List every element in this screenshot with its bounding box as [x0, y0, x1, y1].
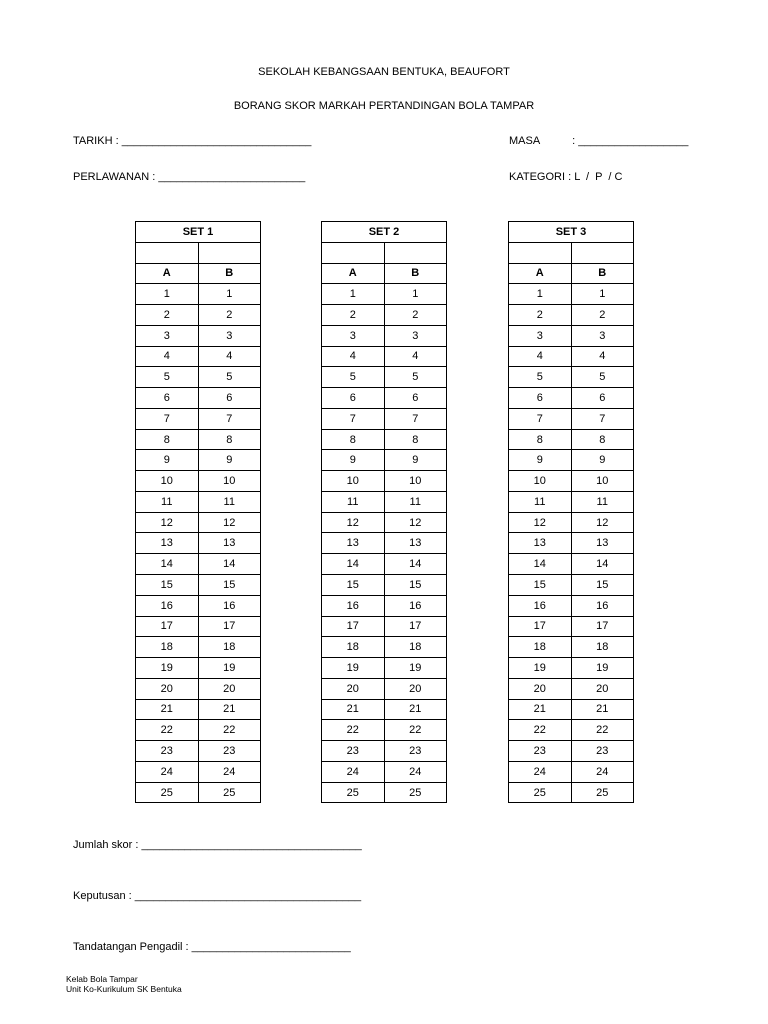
score-row [136, 720, 261, 741]
score-row [322, 741, 447, 762]
score-row [136, 284, 261, 305]
score-cell-a: 18 [509, 637, 572, 658]
score-row [509, 782, 634, 803]
date-label: TARIKH [73, 135, 113, 147]
score-cell-a: 8 [136, 429, 199, 450]
score-row [322, 429, 447, 450]
score-cell-a: 4 [509, 346, 572, 367]
score-cell-b: 25 [571, 782, 634, 803]
score-cell-a: 1 [509, 284, 572, 305]
score-cell-a: 23 [509, 741, 572, 762]
score-row [136, 367, 261, 388]
score-cell-b: 15 [384, 575, 447, 596]
score-cell-b: 24 [571, 761, 634, 782]
score-cell-b: 24 [384, 761, 447, 782]
score-row [322, 533, 447, 554]
result-label: Keputusan [73, 890, 126, 902]
score-row [322, 471, 447, 492]
score-row [136, 637, 261, 658]
score-cell-a: 20 [509, 678, 572, 699]
referee-signature-blank-line: __________________________ [191, 941, 351, 953]
total-score-field [73, 839, 362, 852]
set-title: SET 1 [136, 222, 261, 243]
score-row [136, 471, 261, 492]
column-header-b: B [198, 263, 261, 284]
score-row [322, 491, 447, 512]
score-cell-b: 19 [571, 658, 634, 679]
score-cell-a: 18 [136, 637, 199, 658]
score-cell-a: 9 [136, 450, 199, 471]
score-cell-b: 7 [198, 408, 261, 429]
score-cell-a: 6 [322, 388, 385, 409]
score-row [136, 512, 261, 533]
score-cell-a: 24 [322, 761, 385, 782]
score-cell-a: 12 [509, 512, 572, 533]
score-cell-a: 7 [509, 408, 572, 429]
score-cell-b: 22 [384, 720, 447, 741]
score-cell-a: 9 [322, 450, 385, 471]
category-label: KATEGORI [509, 171, 566, 183]
score-cell-a: 8 [322, 429, 385, 450]
score-cell-a: 11 [322, 491, 385, 512]
score-cell-a: 15 [136, 575, 199, 596]
blank-cell-a [322, 242, 385, 263]
score-row [509, 678, 634, 699]
score-cell-a: 17 [322, 616, 385, 637]
score-row [509, 491, 634, 512]
score-row [136, 678, 261, 699]
score-cell-a: 8 [509, 429, 572, 450]
score-row [509, 388, 634, 409]
score-row [509, 575, 634, 596]
score-row [136, 325, 261, 346]
score-row [136, 782, 261, 803]
blank-row [136, 242, 261, 263]
score-cell-a: 21 [322, 699, 385, 720]
score-cell-a: 3 [136, 325, 199, 346]
date-field [73, 135, 311, 148]
score-cell-a: 20 [322, 678, 385, 699]
score-row [509, 699, 634, 720]
score-row [509, 616, 634, 637]
category-field [509, 171, 622, 184]
score-cell-b: 1 [384, 284, 447, 305]
score-cell-b: 18 [571, 637, 634, 658]
blank-row [322, 242, 447, 263]
date-colon: : [115, 135, 119, 147]
score-row [136, 699, 261, 720]
score-cell-a: 6 [136, 388, 199, 409]
score-cell-b: 2 [571, 305, 634, 326]
score-cell-a: 3 [322, 325, 385, 346]
score-cell-b: 10 [198, 471, 261, 492]
score-table-set-2 [321, 221, 447, 803]
score-cell-b: 17 [198, 616, 261, 637]
score-cell-b: 5 [198, 367, 261, 388]
score-cell-a: 2 [136, 305, 199, 326]
score-row [322, 554, 447, 575]
score-cell-a: 14 [322, 554, 385, 575]
score-cell-a: 16 [136, 595, 199, 616]
referee-signature-field [73, 941, 351, 954]
score-cell-b: 8 [198, 429, 261, 450]
score-cell-b: 25 [198, 782, 261, 803]
time-blank-line: __________________ [578, 135, 689, 147]
score-cell-a: 23 [136, 741, 199, 762]
score-row [136, 761, 261, 782]
match-blank-line: ________________________ [158, 171, 306, 183]
referee-signature-label: Tandatangan Pengadil [73, 941, 183, 953]
score-row [136, 554, 261, 575]
score-cell-b: 3 [384, 325, 447, 346]
score-row [322, 616, 447, 637]
score-cell-b: 11 [571, 491, 634, 512]
score-rows [509, 284, 634, 803]
score-cell-a: 2 [509, 305, 572, 326]
score-cell-a: 19 [322, 658, 385, 679]
score-cell-a: 4 [322, 346, 385, 367]
score-row [509, 512, 634, 533]
blank-row [509, 242, 634, 263]
score-cell-a: 7 [136, 408, 199, 429]
score-cell-b: 16 [384, 595, 447, 616]
score-cell-b: 18 [384, 637, 447, 658]
score-cell-b: 10 [384, 471, 447, 492]
score-row [322, 782, 447, 803]
score-cell-b: 9 [571, 450, 634, 471]
score-cell-b: 5 [571, 367, 634, 388]
score-row [322, 637, 447, 658]
score-cell-b: 11 [384, 491, 447, 512]
score-cell-b: 4 [384, 346, 447, 367]
score-cell-b: 1 [198, 284, 261, 305]
score-row [136, 346, 261, 367]
score-cell-a: 13 [509, 533, 572, 554]
score-cell-b: 12 [571, 512, 634, 533]
score-cell-a: 18 [322, 637, 385, 658]
score-cell-b: 21 [384, 699, 447, 720]
score-cell-a: 7 [322, 408, 385, 429]
score-cell-b: 12 [198, 512, 261, 533]
score-cell-a: 24 [136, 761, 199, 782]
column-header-row [136, 263, 261, 284]
score-cell-b: 20 [571, 678, 634, 699]
category-options: L / P / C [574, 171, 623, 183]
match-colon: : [152, 171, 156, 183]
form-title: BORANG SKOR MARKAH PERTANDINGAN BOLA TAMPAR [233, 100, 535, 112]
score-rows [322, 284, 447, 803]
score-row [136, 450, 261, 471]
score-cell-b: 2 [384, 305, 447, 326]
score-cell-a: 1 [322, 284, 385, 305]
score-cell-a: 14 [136, 554, 199, 575]
score-cell-a: 17 [136, 616, 199, 637]
score-cell-a: 15 [322, 575, 385, 596]
set-title-row [136, 222, 261, 243]
column-header-b: B [571, 263, 634, 284]
score-row [322, 408, 447, 429]
score-cell-b: 8 [384, 429, 447, 450]
score-cell-b: 3 [198, 325, 261, 346]
score-row [509, 471, 634, 492]
column-header-row [509, 263, 634, 284]
score-row [136, 429, 261, 450]
total-score-blank-line: ____________________________________ [141, 839, 362, 851]
footer-club-name: Kelab Bola Tampar [66, 974, 138, 984]
score-cell-a: 22 [322, 720, 385, 741]
time-label: MASA [509, 135, 541, 147]
score-cell-b: 17 [384, 616, 447, 637]
score-cell-b: 6 [571, 388, 634, 409]
blank-cell-b [198, 242, 261, 263]
score-cell-b: 16 [571, 595, 634, 616]
total-score-label: Jumlah skor [73, 839, 133, 851]
time-field [509, 135, 688, 148]
score-row [509, 450, 634, 471]
column-header-a: A [136, 263, 199, 284]
set-title: SET 2 [322, 222, 447, 243]
score-cell-a: 12 [322, 512, 385, 533]
score-row [136, 305, 261, 326]
score-row [136, 388, 261, 409]
score-row [509, 554, 634, 575]
score-cell-b: 1 [571, 284, 634, 305]
score-cell-b: 24 [198, 761, 261, 782]
match-label: PERLAWANAN [73, 171, 150, 183]
score-row [322, 512, 447, 533]
score-cell-b: 8 [571, 429, 634, 450]
school-name: SEKOLAH KEBANGSAAN BENTUKA, BEAUFORT [258, 66, 510, 78]
score-cell-b: 13 [198, 533, 261, 554]
time-colon: : [572, 135, 576, 147]
score-cell-a: 14 [509, 554, 572, 575]
score-row [322, 720, 447, 741]
score-cell-a: 24 [509, 761, 572, 782]
score-row [322, 761, 447, 782]
score-cell-b: 19 [384, 658, 447, 679]
score-cell-a: 6 [509, 388, 572, 409]
score-row [136, 658, 261, 679]
score-row [322, 678, 447, 699]
score-cell-a: 19 [509, 658, 572, 679]
footer-unit-name: Unit Ko-Kurikulum SK Bentuka [66, 984, 182, 994]
score-row [136, 491, 261, 512]
score-cell-b: 6 [384, 388, 447, 409]
score-row [322, 346, 447, 367]
score-row [509, 367, 634, 388]
column-header-row [322, 263, 447, 284]
score-cell-b: 17 [571, 616, 634, 637]
score-row [322, 595, 447, 616]
score-row [136, 741, 261, 762]
score-row [509, 284, 634, 305]
score-cell-b: 4 [198, 346, 261, 367]
score-cell-b: 21 [198, 699, 261, 720]
score-cell-b: 9 [198, 450, 261, 471]
score-rows [136, 284, 261, 803]
score-cell-a: 23 [322, 741, 385, 762]
blank-cell-b [384, 242, 447, 263]
category-colon: : [568, 171, 572, 183]
score-cell-b: 23 [198, 741, 261, 762]
score-cell-b: 11 [198, 491, 261, 512]
result-blank-line: _____________________________________ [134, 890, 362, 902]
score-cell-b: 13 [571, 533, 634, 554]
score-cell-a: 17 [509, 616, 572, 637]
score-row [322, 305, 447, 326]
referee-signature-colon: : [185, 941, 189, 953]
score-cell-a: 5 [322, 367, 385, 388]
score-table-set-3 [508, 221, 634, 803]
score-cell-b: 19 [198, 658, 261, 679]
match-field [73, 171, 305, 184]
score-cell-a: 3 [509, 325, 572, 346]
score-row [509, 658, 634, 679]
score-cell-a: 16 [322, 595, 385, 616]
score-cell-b: 13 [384, 533, 447, 554]
score-row [322, 284, 447, 305]
blank-cell-a [509, 242, 572, 263]
score-cell-b: 7 [571, 408, 634, 429]
score-cell-b: 18 [198, 637, 261, 658]
column-header-a: A [322, 263, 385, 284]
date-blank-line: _______________________________ [121, 135, 312, 147]
score-row [322, 658, 447, 679]
score-cell-b: 22 [198, 720, 261, 741]
score-row [322, 450, 447, 471]
score-cell-b: 21 [571, 699, 634, 720]
score-cell-b: 2 [198, 305, 261, 326]
score-cell-b: 3 [571, 325, 634, 346]
score-row [136, 595, 261, 616]
score-cell-a: 21 [509, 699, 572, 720]
score-cell-a: 10 [322, 471, 385, 492]
column-header-a: A [509, 263, 572, 284]
score-cell-b: 22 [571, 720, 634, 741]
score-cell-a: 13 [136, 533, 199, 554]
score-cell-a: 25 [136, 782, 199, 803]
score-cell-a: 25 [322, 782, 385, 803]
score-row [322, 325, 447, 346]
score-cell-a: 9 [509, 450, 572, 471]
score-cell-b: 14 [198, 554, 261, 575]
score-row [509, 637, 634, 658]
score-row [509, 761, 634, 782]
set-title-row [509, 222, 634, 243]
column-header-b: B [384, 263, 447, 284]
score-cell-b: 6 [198, 388, 261, 409]
score-cell-b: 20 [384, 678, 447, 699]
score-row [322, 699, 447, 720]
score-cell-a: 11 [136, 491, 199, 512]
score-cell-a: 16 [509, 595, 572, 616]
score-row [509, 305, 634, 326]
score-cell-b: 14 [384, 554, 447, 575]
score-cell-b: 23 [571, 741, 634, 762]
score-row [136, 408, 261, 429]
score-cell-b: 12 [384, 512, 447, 533]
score-cell-a: 12 [136, 512, 199, 533]
score-row [322, 367, 447, 388]
score-cell-a: 10 [509, 471, 572, 492]
score-cell-b: 4 [571, 346, 634, 367]
blank-cell-a [136, 242, 199, 263]
score-row [322, 575, 447, 596]
score-cell-b: 23 [384, 741, 447, 762]
score-cell-b: 14 [571, 554, 634, 575]
score-cell-a: 11 [509, 491, 572, 512]
score-cell-a: 1 [136, 284, 199, 305]
score-row [509, 325, 634, 346]
score-table-set-1 [135, 221, 261, 803]
set-title: SET 3 [509, 222, 634, 243]
score-cell-b: 15 [571, 575, 634, 596]
score-cell-a: 22 [509, 720, 572, 741]
blank-cell-b [571, 242, 634, 263]
set-title-row [322, 222, 447, 243]
score-cell-b: 10 [571, 471, 634, 492]
score-row [136, 616, 261, 637]
score-cell-b: 25 [384, 782, 447, 803]
score-row [509, 533, 634, 554]
score-cell-a: 19 [136, 658, 199, 679]
score-row [509, 595, 634, 616]
score-cell-a: 13 [322, 533, 385, 554]
result-field [73, 890, 361, 903]
score-row [509, 741, 634, 762]
score-cell-a: 15 [509, 575, 572, 596]
score-cell-b: 5 [384, 367, 447, 388]
score-row [136, 533, 261, 554]
score-cell-b: 15 [198, 575, 261, 596]
result-colon: : [128, 890, 132, 902]
score-row [136, 575, 261, 596]
score-cell-a: 2 [322, 305, 385, 326]
total-score-colon: : [135, 839, 139, 851]
score-row [509, 346, 634, 367]
score-cell-a: 25 [509, 782, 572, 803]
score-cell-b: 16 [198, 595, 261, 616]
score-cell-b: 9 [384, 450, 447, 471]
score-row [509, 408, 634, 429]
score-row [509, 720, 634, 741]
score-cell-a: 5 [136, 367, 199, 388]
score-cell-b: 7 [384, 408, 447, 429]
score-cell-a: 10 [136, 471, 199, 492]
score-cell-a: 5 [509, 367, 572, 388]
score-cell-a: 20 [136, 678, 199, 699]
score-cell-a: 22 [136, 720, 199, 741]
score-row [322, 388, 447, 409]
score-cell-a: 21 [136, 699, 199, 720]
score-cell-a: 4 [136, 346, 199, 367]
score-row [509, 429, 634, 450]
score-cell-b: 20 [198, 678, 261, 699]
